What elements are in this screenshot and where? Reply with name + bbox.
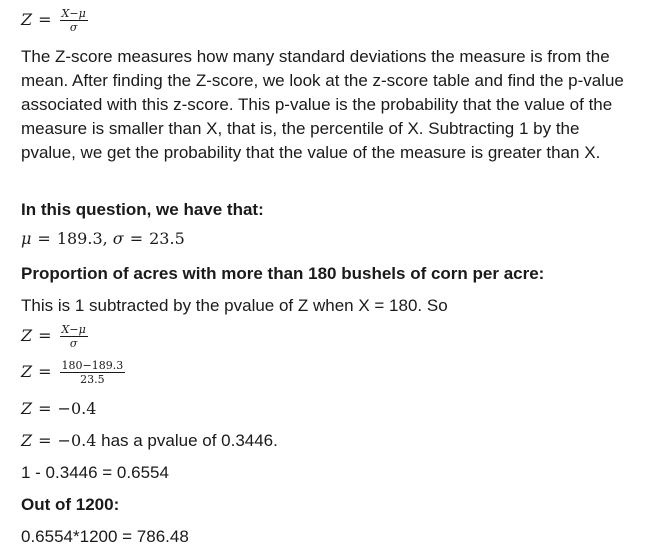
parameters-formula bbox=[21, 229, 185, 248]
probability-calculation: 1 - 0.3446 = 0.6554 bbox=[21, 463, 169, 482]
explanation-paragraph: The Z-score measures how many standard deviations the measure is from the mean. After finding the Z-score, we look at the z-score table and find the p-value associated with this z-score. This p-value is the probability that the value of the measure is smaller than X, that is, the percentile of X. Subtracting 1 by the pvalue, we get the probability that the value of the measure is greater than X. bbox=[21, 47, 624, 162]
fraction-denominator: 23.5 bbox=[80, 373, 105, 386]
z-score-formula bbox=[21, 8, 88, 33]
fraction bbox=[60, 8, 88, 33]
fraction-denominator: σ bbox=[69, 21, 78, 34]
z-value: −0.4 bbox=[57, 399, 97, 418]
z-value: −0.4 bbox=[57, 431, 97, 450]
equals-sign: = bbox=[129, 229, 144, 248]
sigma-symbol: σ bbox=[112, 229, 124, 248]
equals-sign: = bbox=[38, 10, 52, 29]
explanation-sentence: This is 1 subtracted by the pvalue of Z when X = 180. So bbox=[21, 296, 448, 315]
z-score-formula bbox=[21, 324, 88, 349]
section-heading-total: Out of 1200: bbox=[21, 495, 120, 514]
final-calculation: 0.6554*1200 = 786.48 bbox=[21, 527, 189, 546]
section-heading-proportion: Proportion of acres with more than 180 bushels of corn per acre: bbox=[21, 264, 545, 283]
z-variable: Z bbox=[21, 431, 33, 450]
fraction-denominator: σ bbox=[69, 337, 78, 350]
fraction-numerator: 180−189.3 bbox=[61, 359, 124, 372]
fraction bbox=[60, 360, 126, 385]
z-variable: Z bbox=[21, 326, 33, 345]
pvalue-statement bbox=[21, 431, 278, 451]
z-score-substitution bbox=[21, 360, 125, 385]
sigma-value: 23.5 bbox=[149, 229, 185, 248]
fraction bbox=[60, 324, 88, 349]
fraction-numerator: X−μ bbox=[61, 323, 86, 336]
z-variable: Z bbox=[21, 10, 33, 29]
z-variable: Z bbox=[21, 362, 33, 381]
fraction-numerator: X−μ bbox=[61, 7, 86, 20]
mu-symbol: μ bbox=[21, 229, 32, 248]
section-heading-given: In this question, we have that: bbox=[21, 200, 264, 219]
pvalue-text: has a pvalue of 0.3446. bbox=[96, 431, 278, 450]
mu-value: 189.3, bbox=[56, 229, 108, 248]
equals-sign: = bbox=[38, 326, 52, 345]
z-score-result bbox=[21, 399, 96, 418]
equals-sign: = bbox=[38, 431, 52, 450]
equals-sign: = bbox=[38, 362, 52, 381]
z-variable: Z bbox=[21, 399, 33, 418]
equals-sign: = bbox=[37, 229, 51, 248]
z-equation bbox=[21, 431, 96, 450]
equals-sign: = bbox=[38, 399, 52, 418]
